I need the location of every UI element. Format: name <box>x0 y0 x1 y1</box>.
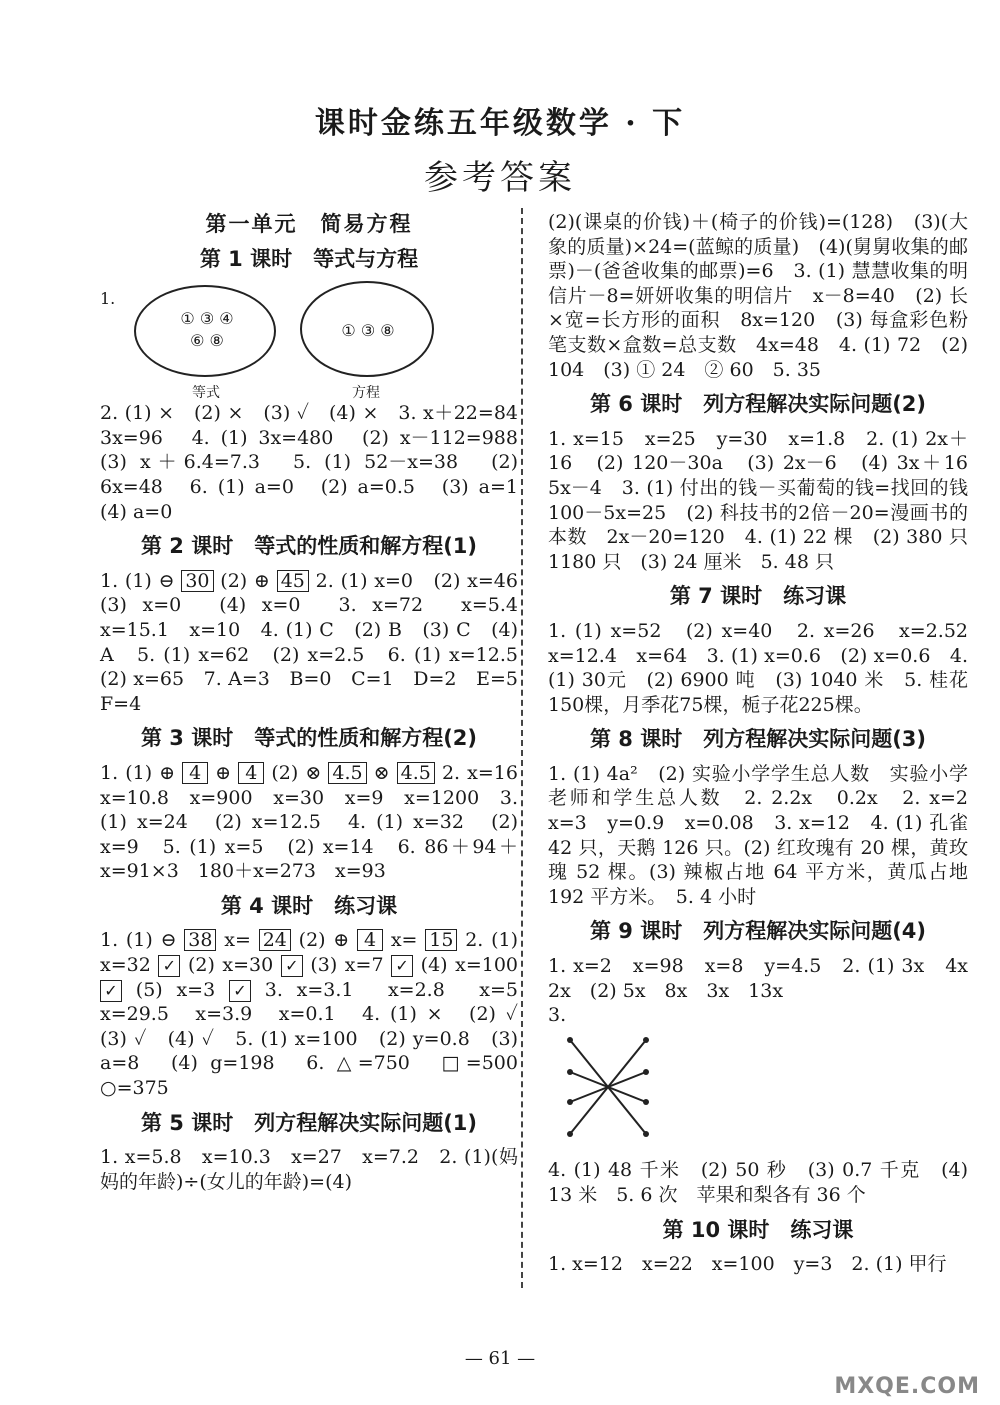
equation-label: 方程 <box>352 385 380 402</box>
lesson-1-answers: 2. (1) × (2) × (3) ✓ (4) × 3. x＋22=84 3x=96 4. (1) 3x=480 (2) x－112=988 (3) x＋6.4=7.3 5. (1) 52－x=38 (2) 6x=48 6. (1) a=0 (2) a=0.5 (3) a=1 (4) a=0 <box>100 402 538 523</box>
answer-text: (3) x=7 <box>310 954 384 977</box>
lesson-7-title: 第 7 课时 练习课 <box>669 584 847 609</box>
answer-box: 24 <box>259 929 291 951</box>
equality-items-2: ⑥ ⑧ <box>190 331 224 351</box>
lesson-3-answers <box>100 761 537 884</box>
answer-box: 45 <box>277 570 309 592</box>
watermark: MXQE.COM <box>834 1374 980 1399</box>
answer-text: 2. (1) x=32 <box>100 929 519 977</box>
right-column <box>548 210 988 1277</box>
answer-text: 3. x=3.1 x=2.8 x=5 x=29.5 x=3.9 x=0.1 4. (1) × (2) ✓ (3) ✓ (4) ✓ 5. (1) x=100 (2) y=0.8 (3) a=8 (4) g=198 6. △=750 □=500 ○=375 <box>100 978 538 1100</box>
check-box: ✓ <box>391 955 413 977</box>
check-box: ✓ <box>281 955 303 977</box>
answer-box: 4.5 <box>328 762 366 784</box>
answer-box: 15 <box>425 929 457 951</box>
book-title: 课时金练五年级数学 · 下 <box>314 106 686 141</box>
answer-text: 1. (1) ⊕ <box>100 761 176 784</box>
answer-text: ⊗ <box>373 761 390 784</box>
answer-text: (2) ⊗ <box>271 761 322 784</box>
answer-text: 2. x=16 x=10.8 x=900 x=30 x=9 x=1200 3. (1) x=24 (2) x=12.5 4. (1) x=32 (2) x=9 5. (1) x=5 (2) x=14 6. 86＋94＋x=91×3 180＋x=273 x=93 <box>100 761 537 883</box>
answer-text: 2. (1) x=0 (2) x=46 (3) x=0 (4) x=0 3. x=72 x=5.4 x=15.1 x=10 4. (1) C (2) B (3) C (4) A 5. (1) x=62 (2) x=2.5 6. (1) x=12.5 (2) x=65 7. A=3 B=0 C=1 D=2 E=5 F=4 <box>100 569 538 715</box>
answer-box: 4 <box>182 762 208 784</box>
answer-heading: 参考答案 <box>424 158 576 198</box>
answer-text: (5) x=3 <box>135 978 216 1001</box>
answer-text: (2) ⊕ <box>298 929 350 952</box>
lesson-5-title: 第 5 课时 列方程解决实际问题(1) <box>140 1110 478 1135</box>
lesson-10-title: 第 10 课时 练习课 <box>662 1217 854 1242</box>
lesson-4-answers <box>100 928 538 1100</box>
page-number: — 61 — <box>464 1348 536 1369</box>
answer-text: (4) x=100 <box>420 954 519 977</box>
lesson-6-title: 第 6 课时 列方程解决实际问题(2) <box>589 392 927 417</box>
lesson-10-answers: 1. x=12 x=22 x=100 y=3 2. (1) 甲行 <box>548 1253 947 1276</box>
lesson-9-answers: 1. x=2 x=98 x=8 y=4.5 2. (1) 3x 4x 2x (2) 5x 8x 3x 13x <box>548 955 988 1002</box>
check-box: ✓ <box>100 980 122 1002</box>
lesson-2-title: 第 2 课时 等式的性质和解方程(1) <box>140 534 478 559</box>
equality-label: 等式 <box>192 385 220 402</box>
question-number: 1. <box>100 289 116 309</box>
equality-items: ① ③ ④ <box>180 309 234 329</box>
check-box: ✓ <box>229 980 251 1002</box>
lesson-6-answers: 1. x=15 x=25 y=30 x=1.8 2. (1) 2x＋16 (2) 120－30a (3) 2x－6 (4) 3x＋16 5x－4 3. (1) 付出的钱－买葡萄的钱=找回的钱 100－5x=25 (2) 科技书的2倍－20=漫画书的本数 2x－20=120 4. (1) 22 棵 (2) 380 只 1180 只 (3) 24 厘米 5. 48 只 <box>548 427 988 573</box>
matching-lines-figure <box>558 1032 658 1142</box>
lesson-1-title: 第 1 课时 等式与方程 <box>199 246 419 271</box>
answer-box: 4 <box>238 762 264 784</box>
question-number: 3. <box>548 1004 567 1027</box>
answer-text: x= <box>390 929 418 952</box>
lesson-5-continued: (2)(课桌的价钱)＋(椅子的价钱)=(128) (3)(大象的质量)×24=(蓝鲸的质量) (4)(舅舅收集的邮票)－(爸爸收集的邮票)=6 3. (1) 慧慧收集的明信片－8=妍妍收集的明信片 x－8=40 (2) 长×宽=长方形的面积 8x=120 (3) 每盒彩色粉笔支数×盒数=总支数 4x=48 4. (1) 72 (2) 104 (3) ① 24 ② 60 5. 35 <box>548 211 968 381</box>
answer-text: (2) x=30 <box>187 954 274 977</box>
answer-box: 30 <box>181 570 213 592</box>
answer-text: ⊕ <box>215 761 232 784</box>
answer-box: 4.5 <box>397 762 435 784</box>
answer-text: 1. (1) ⊖ <box>100 929 177 952</box>
unit-heading: 第一单元 简易方程 <box>205 211 413 236</box>
lesson-7-answers: 1. (1) x=52 (2) x=40 2. x=26 x=2.52 x=12.4 x=64 3. (1) x=0.6 (2) x=0.6 4. (1) 30元 (2) 6900 吨 (3) 1040 米 5. 桂花150棵，月季花75棵，栀子花225棵。 <box>548 619 988 716</box>
lesson-8-answers: 1. (1) 4a² (2) 实验小学学生总人数 实验小学老师和学生总人数 2. 2.2x 0.2x 2. x=2 x=3 y=0.9 x=0.08 3. x=12 4. (1) 孔雀 42 只，天鹅 126 只。(2) 红玫瑰有 20 棵，黄玫瑰 52 棵。(3) 辣椒占地 64 平方米，黄瓜占地 192 平方米。 5. 4 小时 <box>548 762 988 908</box>
check-box: ✓ <box>158 955 180 977</box>
venn-diagram <box>100 281 518 401</box>
answer-box: 38 <box>184 929 216 951</box>
answer-text: (2) ⊕ <box>220 569 270 592</box>
answer-text: 1. (1) ⊖ <box>100 569 175 592</box>
lesson-5-answers: 1. x=5.8 x=10.3 x=27 x=7.2 2. (1)(妈妈的年龄)÷(女儿的年龄)=(4) <box>100 1146 518 1193</box>
answer-box: 4 <box>357 929 383 951</box>
column-divider <box>521 208 523 1288</box>
lesson-8-title: 第 8 课时 列方程解决实际问题(3) <box>589 727 927 752</box>
lesson-2-answers <box>100 569 538 717</box>
lesson-9-title: 第 9 课时 列方程解决实际问题(4) <box>589 919 927 944</box>
lesson-3-title: 第 3 课时 等式的性质和解方程(2) <box>140 726 478 751</box>
lesson-4-title: 第 4 课时 练习课 <box>220 893 398 918</box>
answer-text: x= <box>224 929 251 952</box>
left-column <box>100 210 538 1194</box>
equation-items: ① ③ ⑧ <box>341 321 395 341</box>
lesson-9-answers-2: 4. (1) 48 千米 (2) 50 秒 (3) 0.7 千克 (4) 13 米 5. 6 次 苹果和梨各有 36 个 <box>548 1159 968 1206</box>
